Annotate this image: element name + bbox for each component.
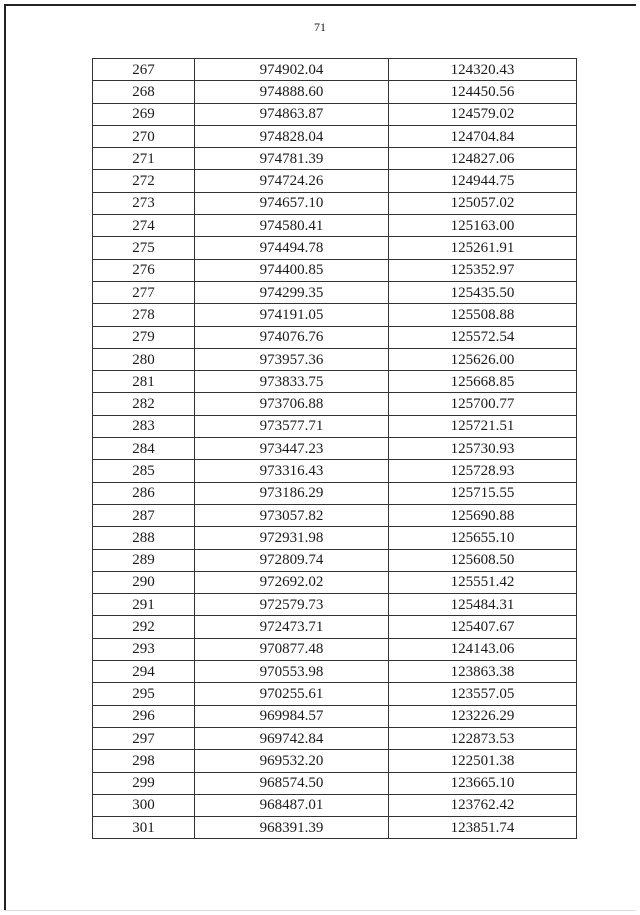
table-row — [93, 438, 577, 460]
x-coordinate-cell: 974828.04 — [195, 125, 389, 147]
y-coordinate-cell: 122873.53 — [389, 727, 577, 749]
y-coordinate-cell: 125721.51 — [389, 415, 577, 437]
y-coordinate-cell: 124827.06 — [389, 148, 577, 170]
table-row — [93, 59, 577, 81]
x-coordinate-cell: 970553.98 — [195, 661, 389, 683]
point-number-cell: 283 — [93, 415, 195, 437]
point-number-cell: 284 — [93, 438, 195, 460]
y-coordinate-cell: 125407.67 — [389, 616, 577, 638]
x-coordinate-cell: 968574.50 — [195, 772, 389, 794]
point-number-cell: 267 — [93, 59, 195, 81]
y-coordinate-cell: 124944.75 — [389, 170, 577, 192]
point-number-cell: 268 — [93, 81, 195, 103]
table-row — [93, 638, 577, 660]
table-row — [93, 616, 577, 638]
table-row — [93, 772, 577, 794]
point-number-cell: 271 — [93, 148, 195, 170]
x-coordinate-cell: 974494.78 — [195, 237, 389, 259]
table-row — [93, 415, 577, 437]
table-row — [93, 103, 577, 125]
x-coordinate-cell: 970877.48 — [195, 638, 389, 660]
point-number-cell: 287 — [93, 504, 195, 526]
y-coordinate-cell: 124579.02 — [389, 103, 577, 125]
y-coordinate-cell: 125715.55 — [389, 482, 577, 504]
y-coordinate-cell: 124320.43 — [389, 59, 577, 81]
y-coordinate-cell: 125728.93 — [389, 460, 577, 482]
y-coordinate-cell: 123762.42 — [389, 794, 577, 816]
table-row — [93, 326, 577, 348]
x-coordinate-cell: 973057.82 — [195, 504, 389, 526]
point-number-cell: 273 — [93, 192, 195, 214]
y-coordinate-cell: 123851.74 — [389, 817, 577, 839]
point-number-cell: 295 — [93, 683, 195, 705]
x-coordinate-cell: 974781.39 — [195, 148, 389, 170]
x-coordinate-cell: 974400.85 — [195, 259, 389, 281]
y-coordinate-cell: 124704.84 — [389, 125, 577, 147]
table-row — [93, 215, 577, 237]
table-body — [93, 59, 577, 839]
y-coordinate-cell: 123557.05 — [389, 683, 577, 705]
point-number-cell: 288 — [93, 527, 195, 549]
y-coordinate-cell: 125057.02 — [389, 192, 577, 214]
x-coordinate-cell: 974863.87 — [195, 103, 389, 125]
point-number-cell: 300 — [93, 794, 195, 816]
table-row — [93, 259, 577, 281]
y-coordinate-cell: 125163.00 — [389, 215, 577, 237]
point-number-cell: 277 — [93, 281, 195, 303]
table-row — [93, 727, 577, 749]
y-coordinate-cell: 125626.00 — [389, 348, 577, 370]
x-coordinate-cell: 973186.29 — [195, 482, 389, 504]
x-coordinate-cell: 973577.71 — [195, 415, 389, 437]
table-row — [93, 304, 577, 326]
point-number-cell: 270 — [93, 125, 195, 147]
x-coordinate-cell: 972579.73 — [195, 594, 389, 616]
point-number-cell: 278 — [93, 304, 195, 326]
table-row — [93, 750, 577, 772]
point-number-cell: 298 — [93, 750, 195, 772]
x-coordinate-cell: 974902.04 — [195, 59, 389, 81]
x-coordinate-cell: 974580.41 — [195, 215, 389, 237]
x-coordinate-cell: 974299.35 — [195, 281, 389, 303]
table-row — [93, 170, 577, 192]
point-number-cell: 274 — [93, 215, 195, 237]
x-coordinate-cell: 969532.20 — [195, 750, 389, 772]
y-coordinate-cell: 125690.88 — [389, 504, 577, 526]
y-coordinate-cell: 124143.06 — [389, 638, 577, 660]
point-number-cell: 276 — [93, 259, 195, 281]
page-number: 71 — [314, 20, 326, 34]
point-number-cell: 281 — [93, 371, 195, 393]
y-coordinate-cell: 125655.10 — [389, 527, 577, 549]
table-row — [93, 661, 577, 683]
table-row — [93, 594, 577, 616]
y-coordinate-cell: 125435.50 — [389, 281, 577, 303]
x-coordinate-cell: 974888.60 — [195, 81, 389, 103]
point-number-cell: 293 — [93, 638, 195, 660]
x-coordinate-cell: 973447.23 — [195, 438, 389, 460]
table-row — [93, 460, 577, 482]
table-row — [93, 192, 577, 214]
coordinate-table-container — [92, 58, 576, 839]
y-coordinate-cell: 122501.38 — [389, 750, 577, 772]
x-coordinate-cell: 972473.71 — [195, 616, 389, 638]
point-number-cell: 294 — [93, 661, 195, 683]
table-row — [93, 393, 577, 415]
x-coordinate-cell: 968487.01 — [195, 794, 389, 816]
y-coordinate-cell: 125730.93 — [389, 438, 577, 460]
table-row — [93, 148, 577, 170]
table-row — [93, 527, 577, 549]
x-coordinate-cell: 972692.02 — [195, 571, 389, 593]
point-number-cell: 290 — [93, 571, 195, 593]
y-coordinate-cell: 125352.97 — [389, 259, 577, 281]
table-row — [93, 482, 577, 504]
x-coordinate-cell: 973706.88 — [195, 393, 389, 415]
table-row — [93, 281, 577, 303]
point-number-cell: 291 — [93, 594, 195, 616]
point-number-cell: 280 — [93, 348, 195, 370]
table-row — [93, 794, 577, 816]
table-row — [93, 683, 577, 705]
table-row — [93, 348, 577, 370]
y-coordinate-cell: 123226.29 — [389, 705, 577, 727]
point-number-cell: 301 — [93, 817, 195, 839]
y-coordinate-cell: 125668.85 — [389, 371, 577, 393]
coordinate-table — [92, 58, 577, 839]
y-coordinate-cell: 125700.77 — [389, 393, 577, 415]
x-coordinate-cell: 974191.05 — [195, 304, 389, 326]
x-coordinate-cell: 968391.39 — [195, 817, 389, 839]
table-row — [93, 504, 577, 526]
point-number-cell: 272 — [93, 170, 195, 192]
point-number-cell: 297 — [93, 727, 195, 749]
y-coordinate-cell: 125508.88 — [389, 304, 577, 326]
point-number-cell: 299 — [93, 772, 195, 794]
table-row — [93, 371, 577, 393]
table-row — [93, 549, 577, 571]
point-number-cell: 292 — [93, 616, 195, 638]
point-number-cell: 279 — [93, 326, 195, 348]
table-row — [93, 81, 577, 103]
table-row — [93, 817, 577, 839]
point-number-cell: 282 — [93, 393, 195, 415]
x-coordinate-cell: 969984.57 — [195, 705, 389, 727]
y-coordinate-cell: 123863.38 — [389, 661, 577, 683]
point-number-cell: 289 — [93, 549, 195, 571]
x-coordinate-cell: 974076.76 — [195, 326, 389, 348]
y-coordinate-cell: 125261.91 — [389, 237, 577, 259]
x-coordinate-cell: 972931.98 — [195, 527, 389, 549]
point-number-cell: 296 — [93, 705, 195, 727]
x-coordinate-cell: 973957.36 — [195, 348, 389, 370]
table-row — [93, 125, 577, 147]
x-coordinate-cell: 970255.61 — [195, 683, 389, 705]
y-coordinate-cell: 125572.54 — [389, 326, 577, 348]
table-row — [93, 571, 577, 593]
x-coordinate-cell: 969742.84 — [195, 727, 389, 749]
table-row — [93, 237, 577, 259]
point-number-cell: 275 — [93, 237, 195, 259]
y-coordinate-cell: 125484.31 — [389, 594, 577, 616]
x-coordinate-cell: 974724.26 — [195, 170, 389, 192]
point-number-cell: 286 — [93, 482, 195, 504]
x-coordinate-cell: 973833.75 — [195, 371, 389, 393]
y-coordinate-cell: 124450.56 — [389, 81, 577, 103]
table-row — [93, 705, 577, 727]
x-coordinate-cell: 972809.74 — [195, 549, 389, 571]
y-coordinate-cell: 125551.42 — [389, 571, 577, 593]
x-coordinate-cell: 973316.43 — [195, 460, 389, 482]
point-number-cell: 269 — [93, 103, 195, 125]
point-number-cell: 285 — [93, 460, 195, 482]
x-coordinate-cell: 974657.10 — [195, 192, 389, 214]
page-bottom-rule — [4, 910, 636, 911]
y-coordinate-cell: 123665.10 — [389, 772, 577, 794]
y-coordinate-cell: 125608.50 — [389, 549, 577, 571]
